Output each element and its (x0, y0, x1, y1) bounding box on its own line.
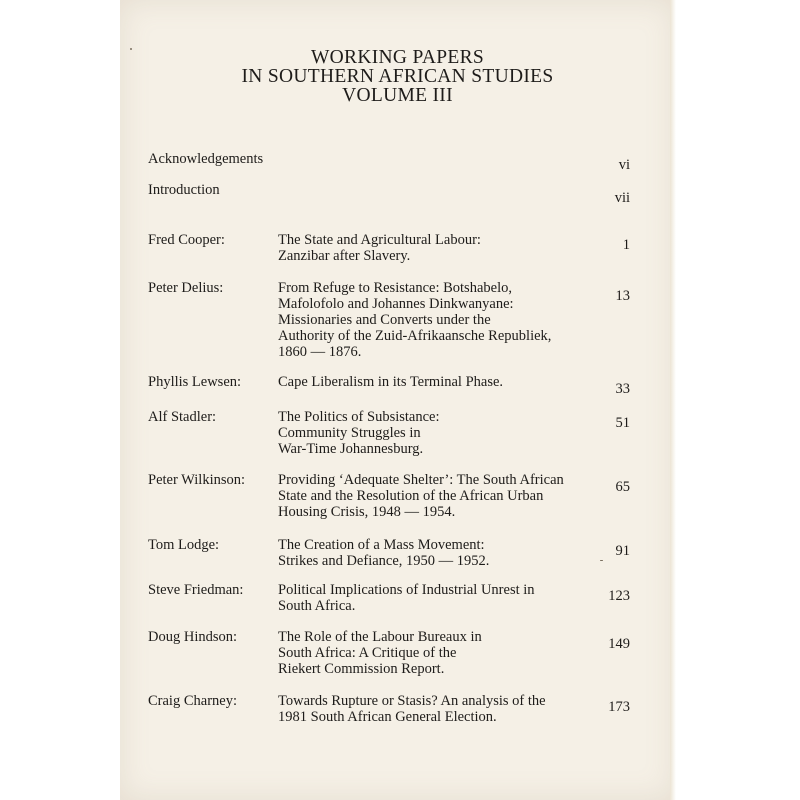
toc-title (278, 582, 588, 614)
toc-title-line: South Africa: A Critique of the (278, 645, 457, 661)
toc-title (278, 537, 588, 569)
toc-page-number: 33 (615, 381, 630, 397)
toc-page-number: 91 (615, 543, 630, 559)
toc-page-number: 13 (615, 288, 630, 304)
toc-title-line: Community Struggles in (278, 425, 421, 441)
toc-title-line: Mafolofolo and Johannes Dinkwanyane: (278, 296, 514, 312)
toc-title-line: Towards Rupture or Stasis? An analysis of the (278, 693, 546, 709)
title-line: VOLUME III (342, 85, 453, 106)
toc-author: Peter Delius: (148, 280, 224, 296)
toc-label: Acknowledgements (148, 151, 264, 167)
toc-title-line: The Creation of a Mass Movement: (278, 537, 485, 553)
toc-title (278, 629, 588, 677)
toc-author: Tom Lodge: (148, 537, 220, 553)
toc-author: Craig Charney: (148, 693, 237, 709)
toc-page-number: 51 (615, 415, 630, 431)
toc-title (278, 232, 588, 264)
toc-title-line: Providing ‘Adequate Shelter’: The South African (278, 472, 564, 488)
toc-page-number: vi (618, 157, 630, 173)
toc-title-line: The State and Agricultural Labour: (278, 232, 481, 248)
toc-title (278, 409, 588, 457)
toc-title-line: From Refuge to Resistance: Botshabelo, (278, 280, 512, 296)
toc-title-line: Cape Liberalism in its Terminal Phase. (278, 374, 504, 390)
toc-author: Peter Wilkinson: (148, 472, 246, 488)
toc-title (278, 472, 588, 520)
toc-author: Doug Hindson: (148, 629, 238, 645)
toc-title-line: War-Time Johannesburg. (278, 441, 424, 457)
toc-page-number: 65 (615, 479, 630, 495)
toc-title-line: Riekert Commission Report. (278, 661, 445, 677)
toc-title-line: Strikes and Defiance, 1950 — 1952. (278, 553, 490, 569)
toc-author: Phyllis Lewsen: (148, 374, 242, 390)
toc-title-line: 1981 South African General Election. (278, 709, 497, 725)
toc-title (278, 693, 588, 725)
toc-title-line: Authority of the Zuid-Afrikaansche Republiek, (278, 328, 552, 344)
toc-author: Fred Cooper: (148, 232, 225, 248)
title-line: WORKING PAPERS (310, 47, 485, 68)
toc-page-number: 149 (608, 636, 630, 652)
toc-label: Introduction (148, 182, 220, 198)
toc-author: Steve Friedman: (148, 582, 244, 598)
toc-title-line: Housing Crisis, 1948 — 1954. (278, 504, 456, 520)
toc-title-line: State and the Resolution of the African Urban (278, 488, 544, 504)
toc-title-line: South Africa. (278, 598, 356, 614)
toc-title-line: The Role of the Labour Bureaux in (278, 629, 482, 645)
title-line: IN SOUTHERN AFRICAN STUDIES (241, 66, 554, 87)
toc-title (278, 280, 588, 360)
toc-title-line: The Politics of Subsistance: (278, 409, 440, 425)
toc-page-number: vii (614, 190, 630, 206)
toc-page-number: 173 (608, 699, 630, 715)
toc-title (278, 374, 588, 390)
toc-page-number: 123 (608, 588, 630, 604)
toc-title-line: Political Implications of Industrial Unrest in (278, 582, 535, 598)
toc-page-number: 1 (622, 237, 630, 253)
toc-author: Alf Stadler: (148, 409, 217, 425)
toc-title-line: Zanzibar after Slavery. (278, 248, 411, 264)
toc-title-line: 1860 — 1876. (278, 344, 362, 360)
toc-title-line: Missionaries and Converts under the (278, 312, 491, 328)
